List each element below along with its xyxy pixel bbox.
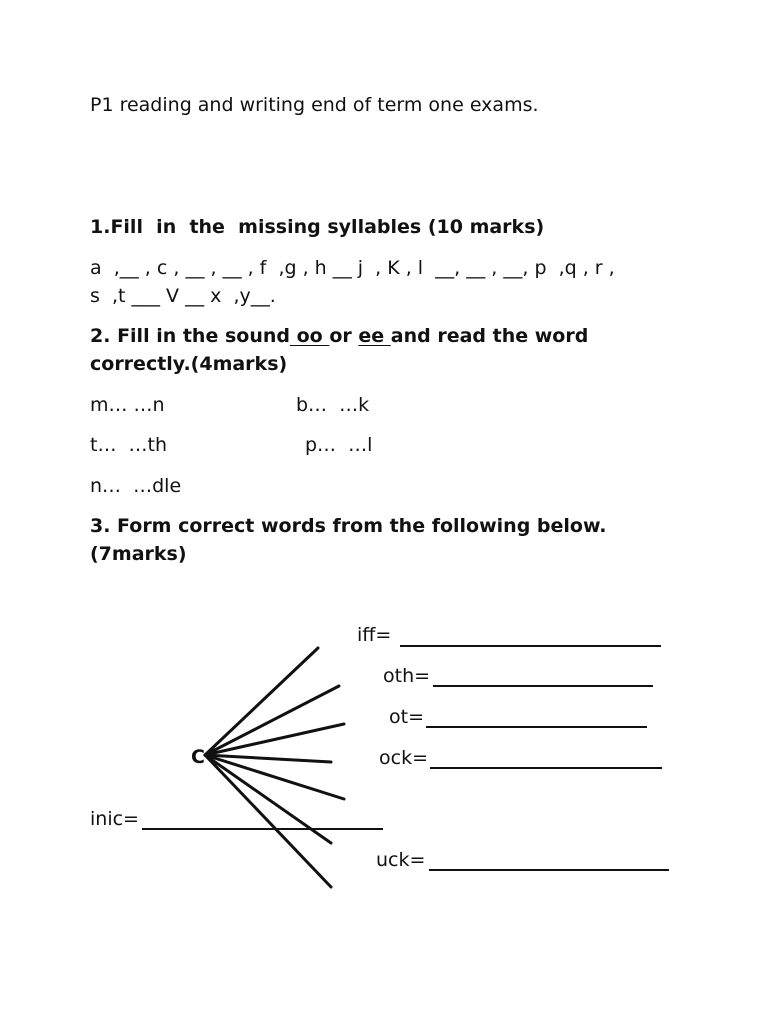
- q3-heading: 3. Form correct words from the following below.: [90, 515, 607, 537]
- q2-sound-ee: ee: [358, 325, 391, 347]
- q2-item-5: n… …dle: [90, 475, 182, 497]
- q2-item-3: t… …th: [90, 434, 168, 456]
- page-title: P1 reading and writing end of term one exams.: [90, 94, 539, 116]
- q2-heading-part-c: and read the word: [390, 325, 589, 347]
- q2-item-2: b… …k: [296, 394, 370, 416]
- word-ending-inic: inic=: [90, 808, 139, 830]
- q2-item-1: m… …n: [90, 394, 165, 416]
- q2-item-4: p… …l: [305, 434, 373, 456]
- web-center-letter: C: [191, 746, 205, 768]
- q2-heading-line-2: correctly.(4marks): [90, 353, 288, 375]
- word-ending-ock: ock=: [379, 747, 428, 769]
- q1-heading: 1.Fill in the missing syllables (10 marks): [90, 216, 545, 238]
- word-ending-uck: uck=: [376, 849, 426, 871]
- web-spoke-3: [205, 724, 344, 755]
- q2-sound-oo: oo: [289, 325, 330, 347]
- q1-line-1: a ,__ , c , __ , __ , f ,g , h __ j , K , l __, __ , __, p ,q , r ,: [90, 257, 615, 279]
- word-ending-oth: oth=: [383, 665, 431, 687]
- q1-line-2: s ,t ___ V __ x ,y__.: [90, 285, 276, 307]
- q3-heading-line-2: (7marks): [90, 543, 187, 565]
- word-ending-iff: iff=: [357, 624, 392, 646]
- web-spoke-1: [205, 648, 318, 755]
- q2-heading-part-b: or: [329, 325, 359, 347]
- web-spoke-2: [205, 686, 339, 755]
- word-ending-ot: ot=: [389, 706, 424, 728]
- q2-heading-part-a: . Fill in the sound: [103, 325, 290, 347]
- q2-number: 2: [90, 325, 104, 347]
